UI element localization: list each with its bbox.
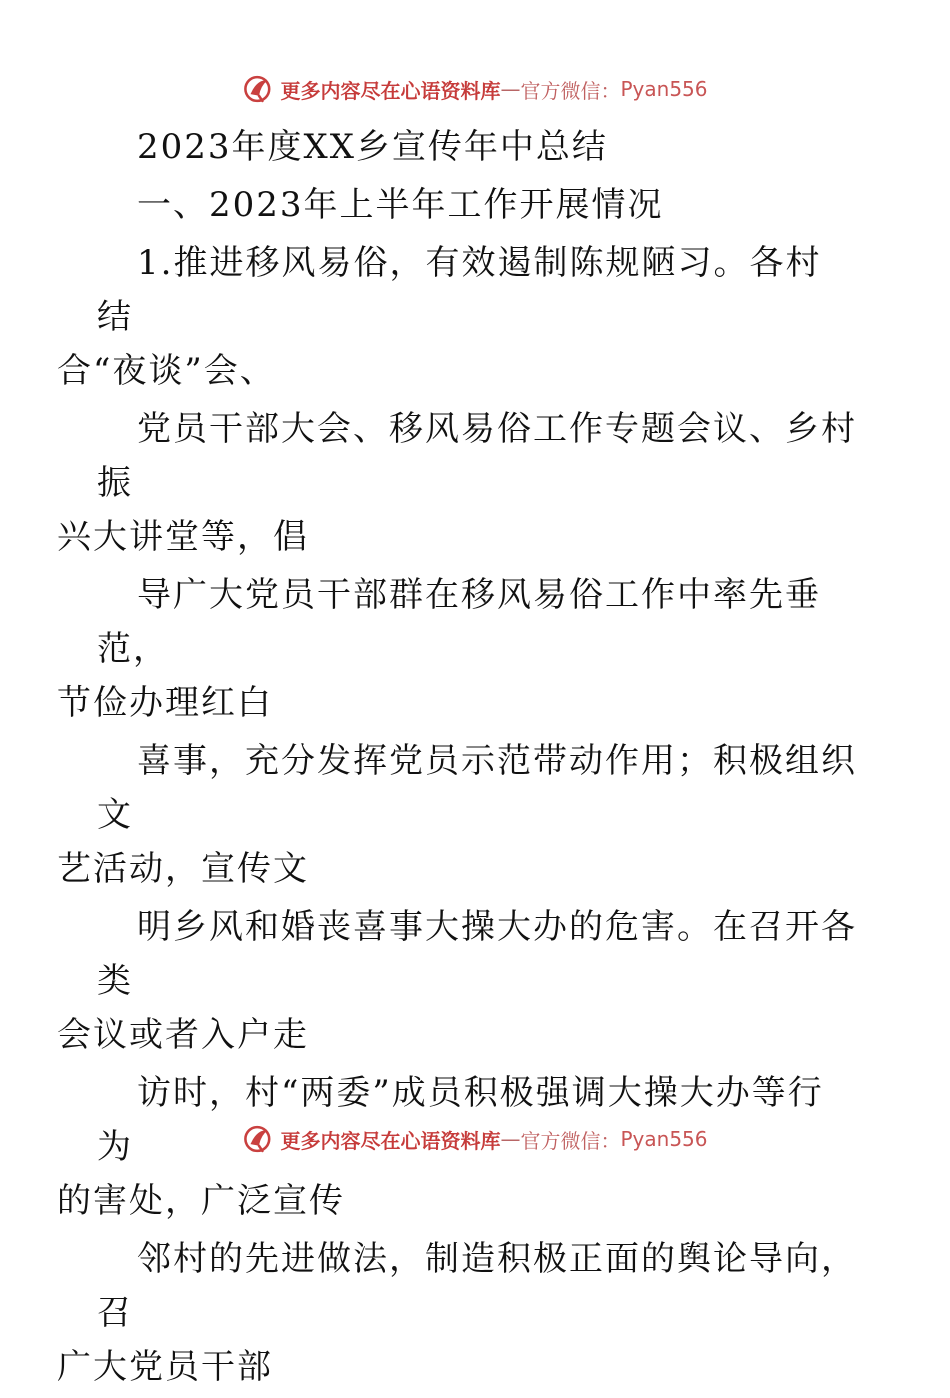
paragraph-3: 导广大党员干部群在移风易俗工作中率先垂范， 节俭办理红白	[57, 575, 821, 723]
section-heading: 一、2023年上半年工作开展情况	[137, 185, 664, 225]
pen-swirl-logo-icon	[242, 1122, 276, 1156]
pen-swirl-logo-icon	[242, 72, 276, 106]
wechat-label: 官方微信：	[520, 78, 621, 103]
wechat-label: 官方微信：	[520, 1128, 621, 1153]
paragraph-6: 访时，村“两委”成员积极强调大操大办等行为 的害处，广泛宣传	[57, 1073, 824, 1221]
header-watermark-banner	[0, 72, 950, 106]
separator: —	[500, 77, 521, 101]
separator: —	[500, 1127, 521, 1151]
paragraph-7: 邻村的先进做法，制造积极正面的舆论导向，召 广大党员干部	[57, 1239, 857, 1387]
paragraph-1: 1.推进移风易俗，有效遏制陈规陋习。各村结 合“夜谈”会、	[57, 243, 822, 391]
document-body	[57, 120, 857, 1398]
library-text: 更多内容尽在心语资料库	[280, 78, 501, 103]
wechat-id: Pyan556	[620, 1127, 708, 1151]
paragraph-4: 喜事，充分发挥党员示范带动作用；积极组织文 艺活动，宣传文	[57, 741, 857, 889]
library-text: 更多内容尽在心语资料库	[280, 1128, 501, 1153]
paragraph-2: 党员干部大会、移风易俗工作专题会议、乡村振 兴大讲堂等，倡	[57, 409, 857, 557]
document-title: 2023年度XX乡宣传年中总结	[137, 127, 608, 167]
wechat-id: Pyan556	[620, 77, 708, 101]
footer-watermark-banner	[0, 1122, 950, 1156]
paragraph-5: 明乡风和婚丧喜事大操大办的危害。在召开各类 会议或者入户走	[57, 907, 857, 1055]
